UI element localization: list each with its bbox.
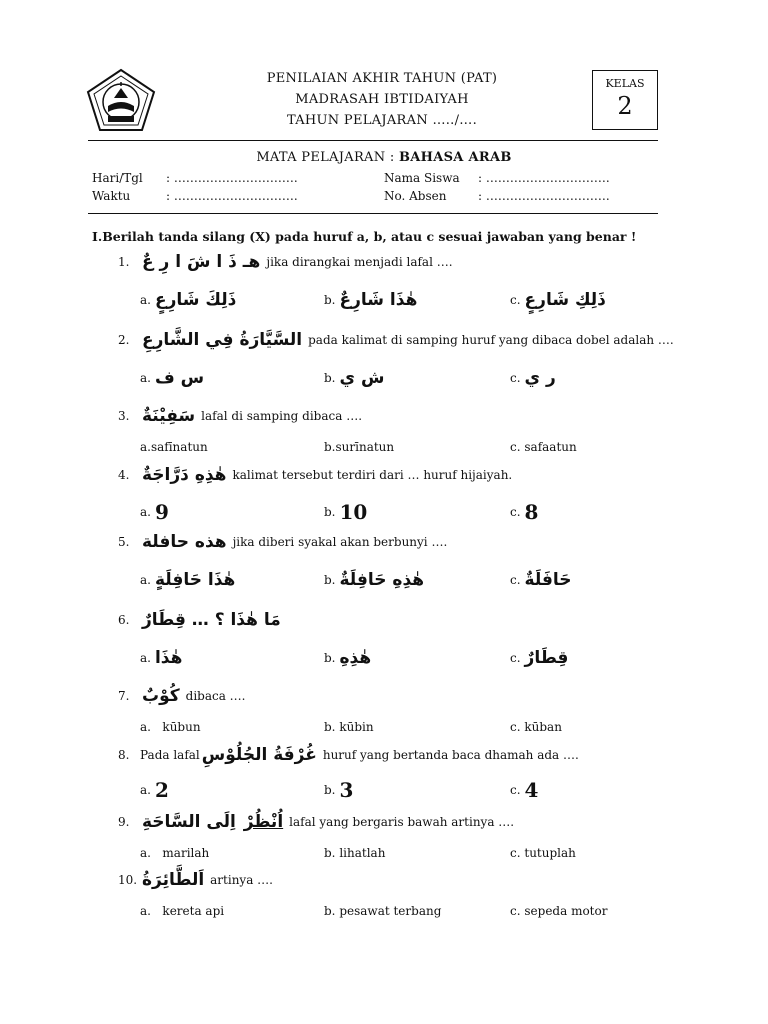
question xyxy=(118,532,447,552)
option-letter: c. xyxy=(510,440,521,454)
info-hari-label: Hari/Tgl xyxy=(92,171,143,185)
option-value: هٰذَا xyxy=(154,648,183,668)
option-b[interactable] xyxy=(324,846,385,860)
question xyxy=(118,610,287,630)
option-c[interactable] xyxy=(510,368,562,388)
option-letter: c. xyxy=(510,651,521,665)
option-a[interactable] xyxy=(140,500,169,524)
option-letter: a. xyxy=(140,371,151,385)
option-letter: c. xyxy=(510,573,521,587)
option-c[interactable] xyxy=(510,846,576,860)
subject-label: MATA PELAJARAN : xyxy=(256,150,395,165)
option-b[interactable] xyxy=(324,778,353,802)
option-letter: a. xyxy=(140,783,151,797)
option-value: حَافَلَةٌ xyxy=(524,570,572,590)
subject-value: BAHASA ARAB xyxy=(398,150,512,165)
option-letter: b. xyxy=(324,293,336,307)
info-absen-field[interactable]: : …………………………. xyxy=(478,189,610,203)
option-letter: b. xyxy=(324,904,336,918)
option-letter: c. xyxy=(510,505,521,519)
option-letter: c. xyxy=(510,371,521,385)
info-nama-field[interactable]: : …………………………. xyxy=(478,171,610,185)
option-letter: c. xyxy=(510,846,521,860)
option-c[interactable] xyxy=(510,440,577,454)
info-waktu-field[interactable]: : …………………………. xyxy=(166,189,298,203)
option-a[interactable] xyxy=(140,904,224,918)
question-arabic: مَا هٰذَا ؟ … قِطَارٌ xyxy=(142,610,281,630)
option-letter: a. xyxy=(140,505,151,519)
option-c[interactable] xyxy=(510,904,607,918)
option-value: safīnatun xyxy=(150,440,208,454)
question-number: 3. xyxy=(118,409,130,423)
option-b[interactable] xyxy=(324,720,374,734)
option-letter: a. xyxy=(140,573,151,587)
question-arabic: غُرْفَةُ الجُلُوْسِ xyxy=(201,745,317,765)
info-hari-field[interactable]: : …………………………. xyxy=(166,171,298,185)
option-value: kūbun xyxy=(162,720,201,734)
header-year: TAHUN PELAJARAN …../…. xyxy=(286,113,478,128)
option-c[interactable] xyxy=(510,778,538,802)
option-value: ذَلِكَ شَارِعٍ xyxy=(154,290,237,310)
option-value: قِطَارٌ xyxy=(524,648,569,668)
option-letter: b. xyxy=(324,651,336,665)
option-value: 10 xyxy=(339,500,368,524)
question-text: dibaca …. xyxy=(185,689,246,703)
option-value: sepeda motor xyxy=(524,904,608,918)
question-number: 7. xyxy=(118,689,130,703)
option-b[interactable] xyxy=(324,904,441,918)
option-value: surīnatun xyxy=(335,440,395,454)
header-title: PENILAIAN AKHIR TAHUN (PAT) xyxy=(266,71,498,86)
info-nama-label: Nama Siswa xyxy=(384,171,460,185)
info-absen-label: No. Absen xyxy=(384,189,447,203)
question-number: 1. xyxy=(118,255,130,269)
question-number: 9. xyxy=(118,815,130,829)
class-box xyxy=(592,70,658,130)
option-a[interactable] xyxy=(140,648,188,668)
option-value: ش ي xyxy=(339,368,385,388)
class-label: KELAS xyxy=(605,77,645,90)
option-c[interactable] xyxy=(510,648,574,668)
question-number: 4. xyxy=(118,468,130,482)
option-letter: c. xyxy=(510,783,521,797)
option-value: pesawat terbang xyxy=(339,904,442,918)
option-b[interactable] xyxy=(324,440,394,454)
info-waktu-label: Waktu xyxy=(92,189,131,203)
option-b[interactable] xyxy=(324,290,423,310)
divider xyxy=(88,140,658,141)
option-letter: c. xyxy=(510,720,521,734)
question-text: lafal yang bergaris bawah artinya …. xyxy=(289,815,515,829)
option-a[interactable] xyxy=(140,720,201,734)
option-value: 8 xyxy=(524,500,539,524)
option-value: 3 xyxy=(339,778,354,802)
option-letter: b. xyxy=(324,440,336,454)
option-b[interactable] xyxy=(324,368,390,388)
option-letter: a. xyxy=(140,651,151,665)
option-letter: a. xyxy=(140,904,151,918)
option-value: kūban xyxy=(524,720,562,734)
option-letter: a. xyxy=(140,440,151,454)
option-value: ر ي xyxy=(524,368,556,388)
option-letter: a. xyxy=(140,720,151,734)
class-number: 2 xyxy=(617,92,633,120)
option-value: 4 xyxy=(524,778,539,802)
question-text: pada kalimat di samping huruf yang dibaca dobel adalah …. xyxy=(308,333,674,347)
exam-header xyxy=(232,68,532,131)
option-a[interactable] xyxy=(140,778,169,802)
question-number: 8. xyxy=(118,748,130,762)
option-a[interactable] xyxy=(140,368,210,388)
option-letter: a. xyxy=(140,846,151,860)
option-value: safaatun xyxy=(524,440,577,454)
madrasah-logo xyxy=(86,68,156,132)
option-letter: b. xyxy=(324,846,336,860)
question-arabic: سَفِيْنَةٌ xyxy=(142,406,196,426)
option-letter: c. xyxy=(510,293,521,307)
question xyxy=(118,252,453,272)
question-text: kalimat tersebut terdiri dari … huruf hijaiyah. xyxy=(232,468,513,482)
option-b[interactable] xyxy=(324,648,377,668)
question-arabic: هٰذِهِ دَرَّاجَةٌ xyxy=(142,465,227,485)
option-c[interactable] xyxy=(510,720,562,734)
question-arabic: هذه حافلة xyxy=(142,532,227,552)
option-letter: b. xyxy=(324,720,336,734)
option-letter: a. xyxy=(140,293,151,307)
option-c[interactable] xyxy=(510,500,538,524)
question-arabic-underlined: اُنْظُرْ xyxy=(243,812,284,832)
option-letter: b. xyxy=(324,371,336,385)
option-value: هٰذِهِ xyxy=(339,648,372,668)
question-text: artinya …. xyxy=(210,873,273,887)
option-value: tutuplah xyxy=(524,846,576,860)
option-a[interactable] xyxy=(140,846,209,860)
question xyxy=(118,465,512,485)
option-value: هٰذَا شَارِعٌ xyxy=(339,290,418,310)
option-value: kereta api xyxy=(162,904,225,918)
question xyxy=(118,406,362,426)
option-value: marilah xyxy=(162,846,210,860)
option-letter: b. xyxy=(324,573,336,587)
option-value: kūbin xyxy=(339,720,374,734)
option-b[interactable] xyxy=(324,500,367,524)
question xyxy=(118,745,579,765)
option-value: ذَلِكِ شَارِعٍ xyxy=(524,290,606,310)
question-arabic: اَلطَّائِرَةُ xyxy=(142,870,205,890)
subject-line xyxy=(0,150,768,165)
question-number: 6. xyxy=(118,613,130,627)
question xyxy=(118,686,246,706)
option-a[interactable] xyxy=(140,290,242,310)
option-b[interactable] xyxy=(324,570,430,590)
instruction: I.Berilah tanda silang (X) pada huruf a, b, atau c sesuai jawaban yang benar ! xyxy=(92,229,637,244)
option-value: 9 xyxy=(154,500,169,524)
option-value: هٰذَا حَافِلَةٍ xyxy=(154,570,236,590)
divider xyxy=(88,213,658,214)
option-letter: c. xyxy=(510,904,521,918)
header-school: MADRASAH IBTIDAIYAH xyxy=(295,92,469,107)
option-value: هٰذِهِ حَافِلَةٌ xyxy=(339,570,425,590)
option-letter: b. xyxy=(324,505,336,519)
question-number: 2. xyxy=(118,333,130,347)
question-text: jika diberi syakal akan berbunyi …. xyxy=(232,535,448,549)
question-prefix: Pada lafal xyxy=(140,748,200,762)
question-arabic: السَّيَّارَةُ فِي الشَّارِعِ xyxy=(142,330,303,350)
option-c[interactable] xyxy=(510,570,578,590)
option-value: س ف xyxy=(154,368,205,388)
question-arabic-rest: اِلَى السَّاحَةِ xyxy=(142,812,236,832)
option-a[interactable] xyxy=(140,440,208,454)
option-value: 2 xyxy=(154,778,169,802)
question-arabic: هـ ذَ ا شَ ا رِ عٌ xyxy=(142,252,261,272)
question-number: 5. xyxy=(118,535,130,549)
question xyxy=(118,870,273,890)
option-a[interactable] xyxy=(140,570,241,590)
question-number: 10. xyxy=(118,873,138,887)
question-text: huruf yang bertanda baca dhamah ada …. xyxy=(322,748,579,762)
option-value: lihatlah xyxy=(339,846,386,860)
option-c[interactable] xyxy=(510,290,612,310)
question-text: lafal di samping dibaca …. xyxy=(201,409,363,423)
question-text: jika dirangkai menjadi lafal …. xyxy=(266,255,453,269)
question-arabic: كُوْبٌ xyxy=(142,686,180,706)
question xyxy=(118,330,674,350)
option-letter: b. xyxy=(324,783,336,797)
question xyxy=(118,812,514,832)
